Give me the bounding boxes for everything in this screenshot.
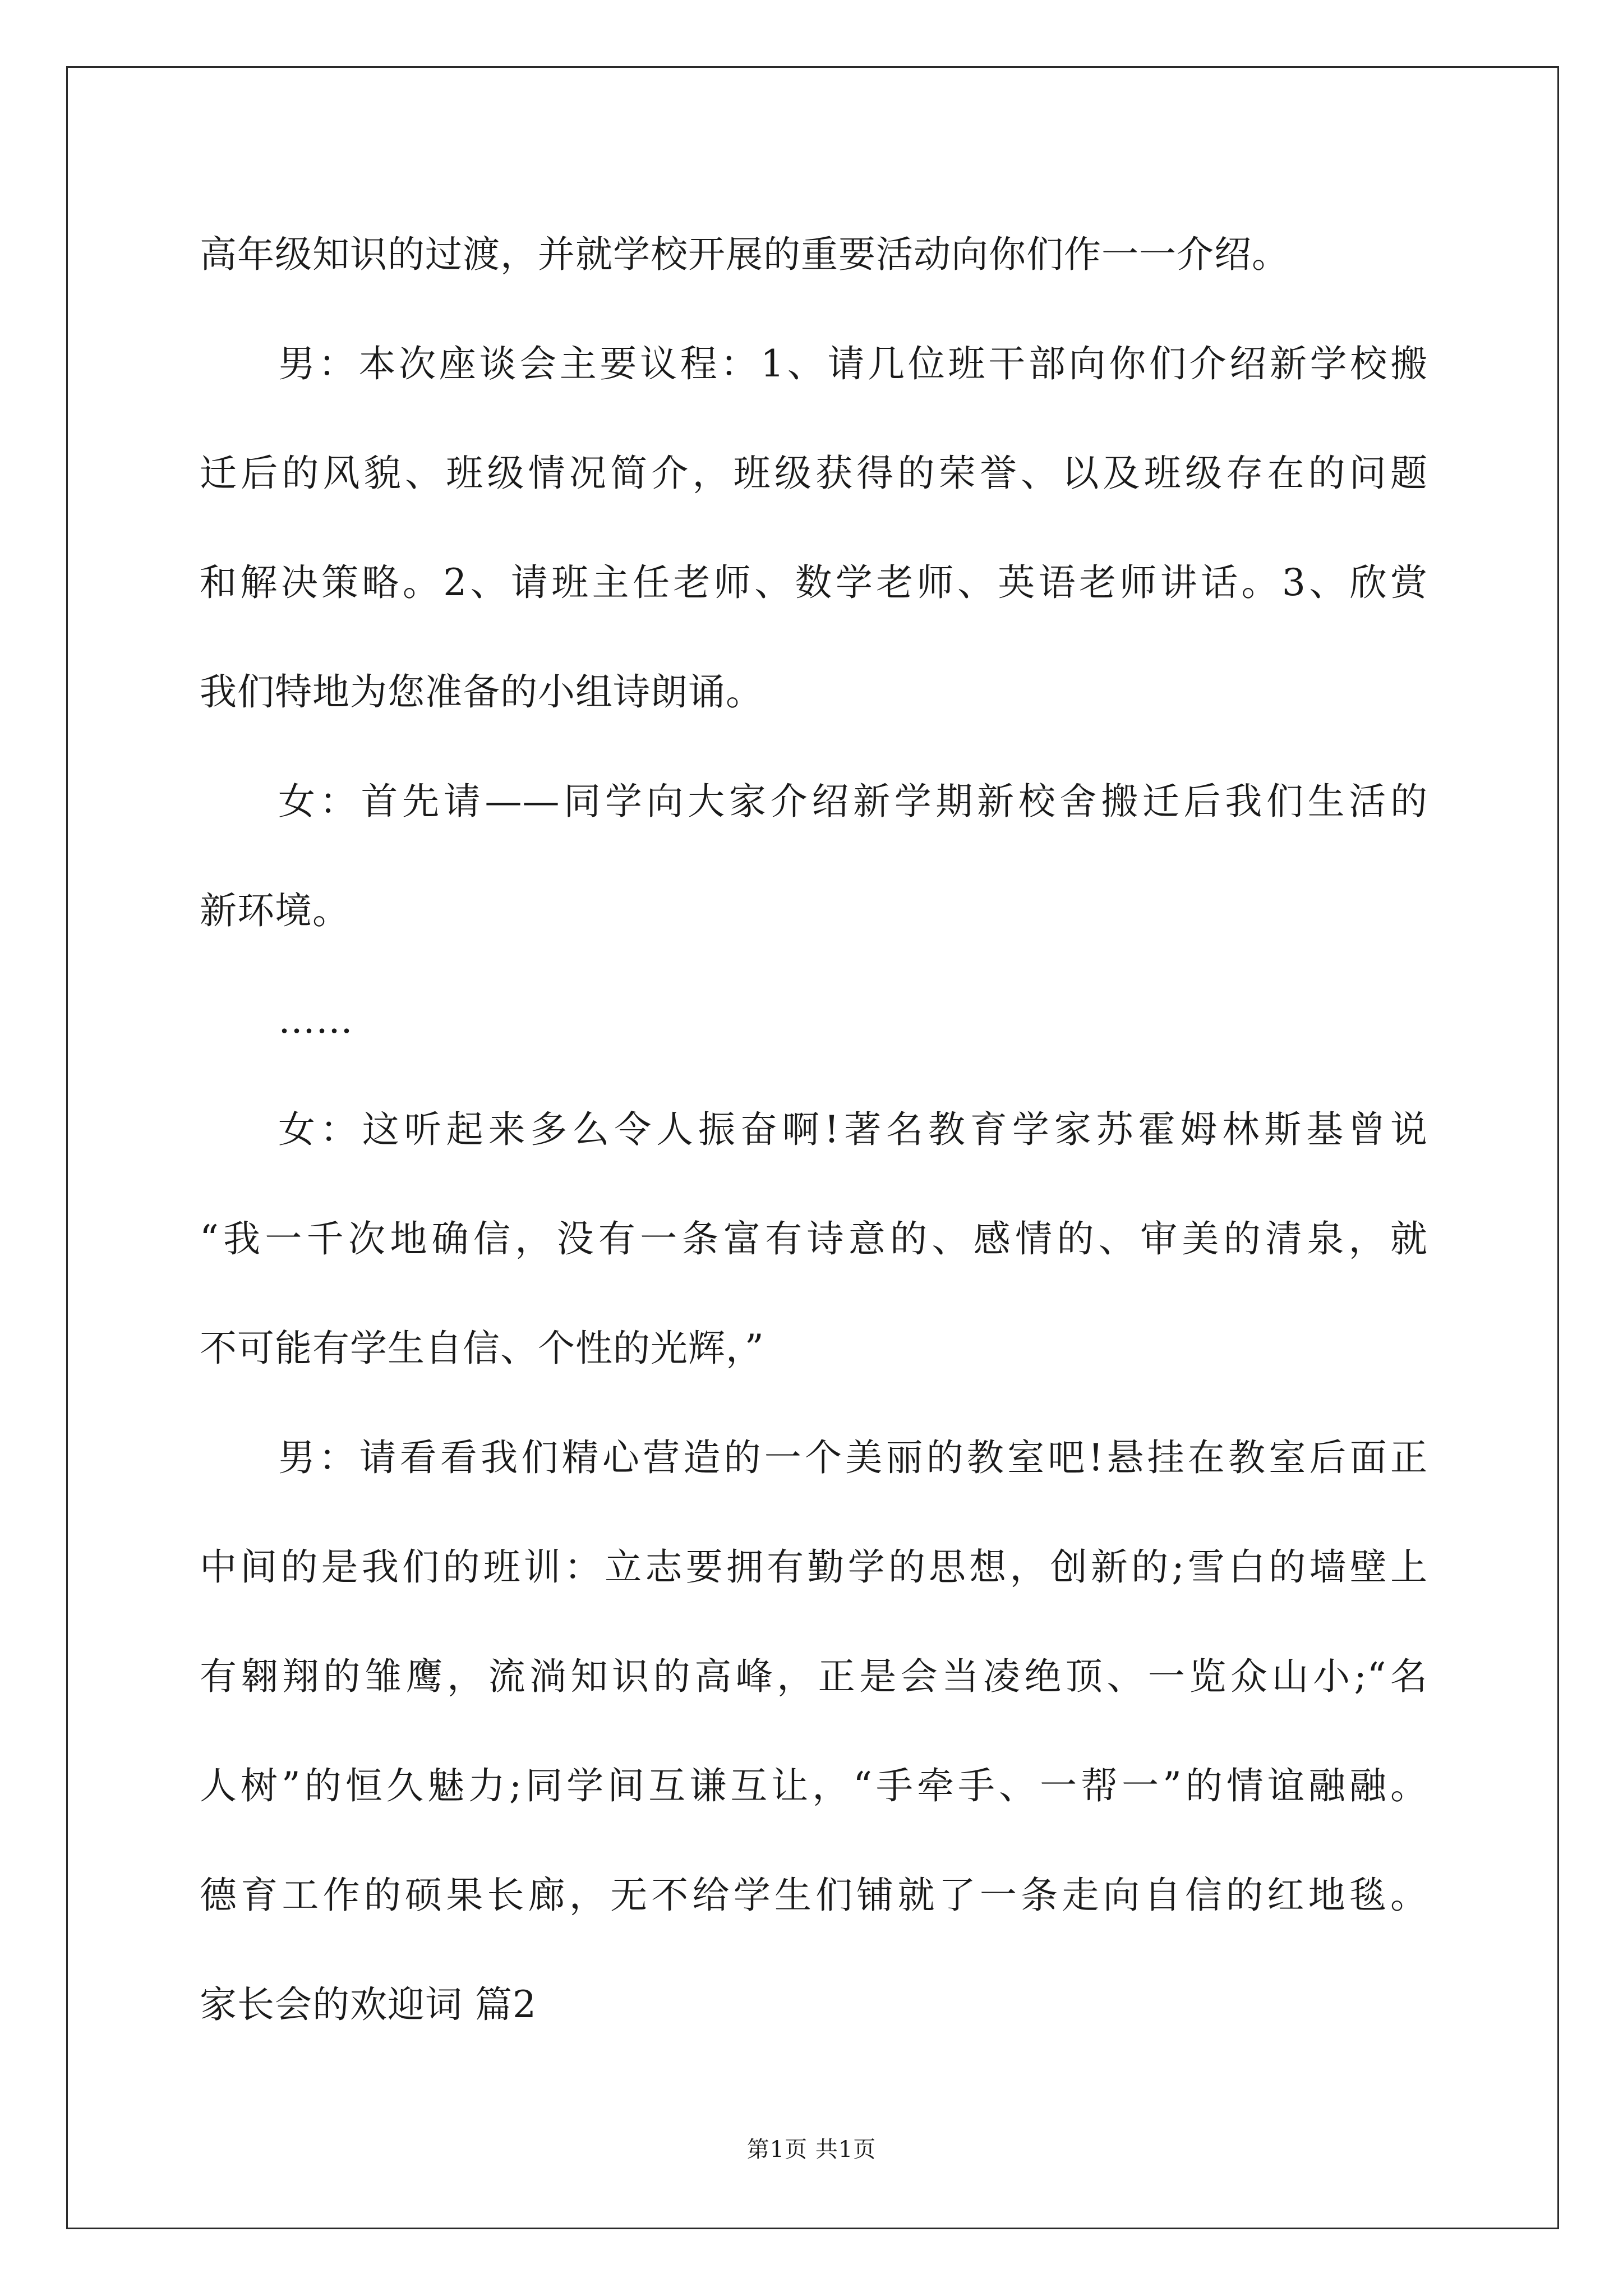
- paragraph-line: 有翱翔的雏鹰，流淌知识的高峰，正是会当凌绝顶、一览众山小;“名: [200, 1655, 1428, 1698]
- paragraph-line: 不可能有学生自信、个性的光辉，”: [200, 1327, 764, 1370]
- paragraph-line: 和解决策略。2、请班主任老师、数学老师、英语老师讲话。3、欣赏: [200, 561, 1428, 604]
- paragraph-line: 女：这听起来多么令人振奋啊!著名教育学家苏霍姆林斯基曾说: [278, 1108, 1428, 1151]
- document-body: [200, 213, 1428, 2046]
- paragraph-line: 迁后的风貌、班级情况简介，班级获得的荣誉、以及班级存在的问题: [200, 452, 1428, 495]
- paragraph-line: 男：请看看我们精心营造的一个美丽的教室吧!悬挂在教室后面正: [278, 1436, 1428, 1479]
- section-heading: 家长会的欢迎词 篇2: [200, 1983, 537, 2026]
- paragraph-line: 德育工作的硕果长廊，无不给学生们铺就了一条走向自信的红地毯。: [200, 1874, 1428, 1917]
- paragraph-line: “我一千次地确信，没有一条富有诗意的、感情的、审美的清泉，就: [200, 1217, 1428, 1260]
- paragraph-line: 男：本次座谈会主要议程：1、请几位班干部向你们介绍新学校搬: [278, 342, 1428, 385]
- paragraph-line: 新环境。: [200, 889, 350, 932]
- page-number-footer: 第1页 共1页: [746, 2137, 877, 2162]
- paragraph-line: 人树”的恒久魅力;同学间互谦互让，“手牵手、一帮一”的情谊融融。: [200, 1764, 1428, 1807]
- paragraph-line: 我们特地为您准备的小组诗朗诵。: [200, 670, 763, 714]
- text-line: 高年级知识的过渡，并就学校开展的重要活动向你们作一一介绍。: [200, 233, 1289, 276]
- paragraph-line: 女：首先请——同学向大家介绍新学期新校舍搬迁后我们生活的: [278, 780, 1428, 823]
- ellipsis-line: ……: [278, 999, 353, 1042]
- paragraph-line: 中间的是我们的班训：立志要拥有勤学的思想，创新的;雪白的墙壁上: [200, 1545, 1428, 1589]
